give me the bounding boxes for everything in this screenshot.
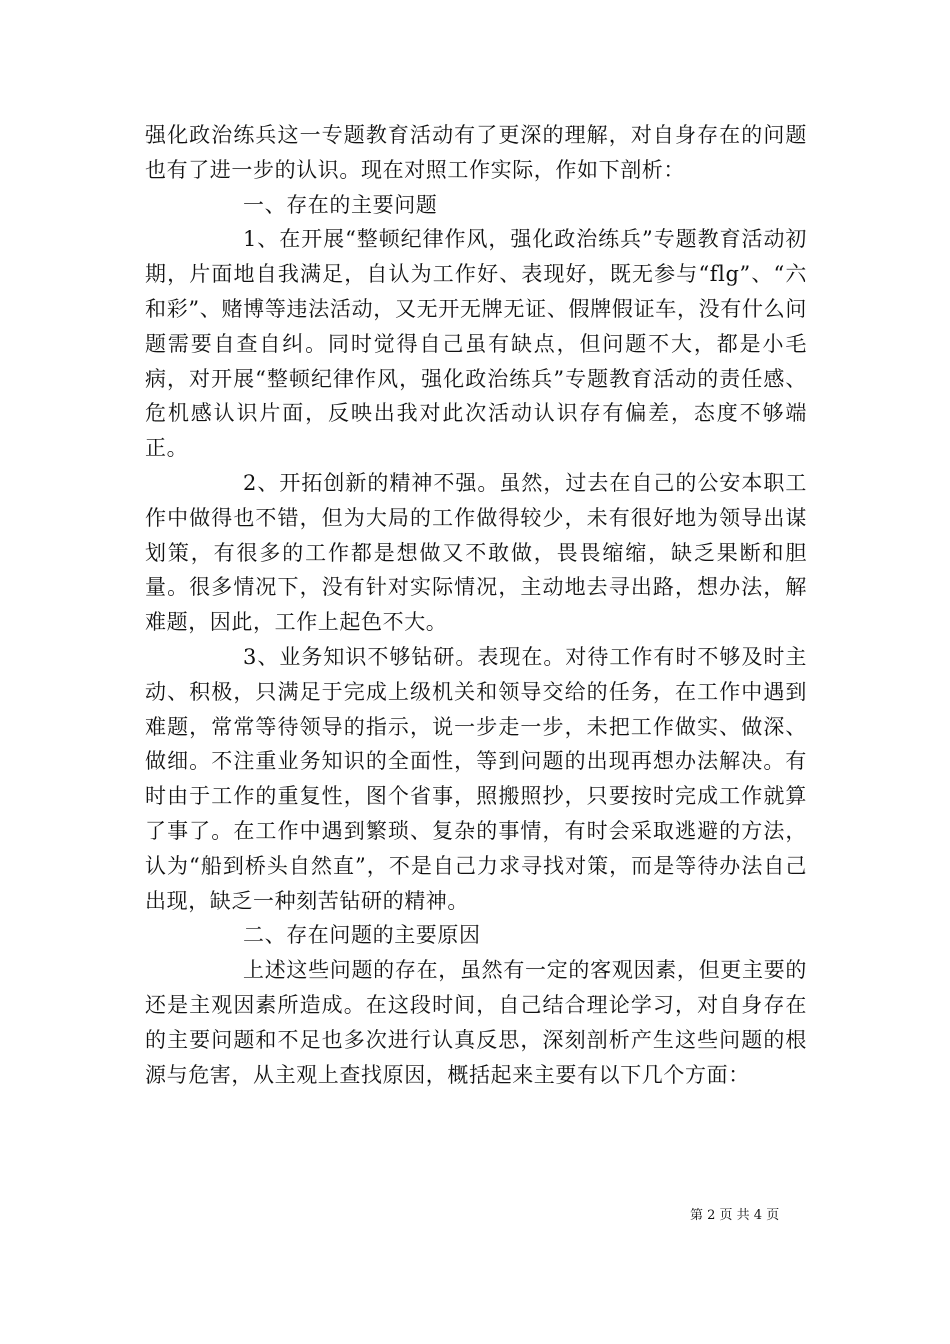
paragraph-continuation: 强化政治练兵这一专题教育活动有了更深的理解，对自身存在的问题也有了进一步的认识。现在对照工作实际，作如下剖析：: [145, 123, 807, 182]
paragraph-causes-intro: 上述这些问题的存在，虽然有一定的客观因素，但更主要的还是主观因素所造成。在这段时间，自己结合理论学习，对自身存在的主要问题和不足也多次进行认真反思，深刻剖析产生这些问题的根源与危害，从主观上查找原因，概括起来主要有以下几个方面：: [145, 958, 807, 1087]
paragraph-problem-1: 1、在开展“整顿纪律作风，强化政治练兵”专题教育活动初期，片面地自我满足，自认为工作好、表现好，既无参与“flg”、“六和彩”、赌博等违法活动，又无开无牌无证、假牌假证车，没有什么问题需要自查自纠。同时觉得自己虽有缺点，但问题不大，都是小毛病，对开展“整顿纪律作风，强化政治练兵”专题教育活动的责任感、危机感认识片面，反映出我对此次活动认识存有偏差，态度不够端正。: [145, 227, 807, 461]
section-heading-causes: 二、存在问题的主要原因: [243, 923, 481, 948]
paragraph-problem-2: 2、开拓创新的精神不强。虽然，过去在自己的公安本职工作中做得也不错，但为大局的工作做得较少，未有很好地为领导出谋划策，有很多的工作都是想做又不敢做，畏畏缩缩，缺乏果断和胆量。很多情况下，没有针对实际情况，主动地去寻出路，想办法，解难题，因此，工作上起色不大。: [145, 470, 807, 635]
section-heading-problems: 一、存在的主要问题: [243, 192, 438, 217]
document-body: [145, 118, 807, 1092]
page-number-footer: 第 2 页 共 4 页: [690, 1208, 780, 1223]
paragraph-problem-3: 3、业务知识不够钻研。表现在。对待工作有时不够及时主动、积极，只满足于完成上级机关和领导交给的任务，在工作中遇到难题，常常等待领导的指示，说一步走一步，未把工作做实、做深、做细。不注重业务知识的全面性，等到问题的出现再想办法解决。有时由于工作的重复性，图个省事，照搬照抄，只要按时完成工作就算了事了。在工作中遇到繁琐、复杂的事情，有时会采取逃避的方法，认为“船到桥头自然直”，不是自己力求寻找对策，而是等待办法自己出现，缺乏一种刻苦钻研的精神。: [145, 644, 807, 913]
